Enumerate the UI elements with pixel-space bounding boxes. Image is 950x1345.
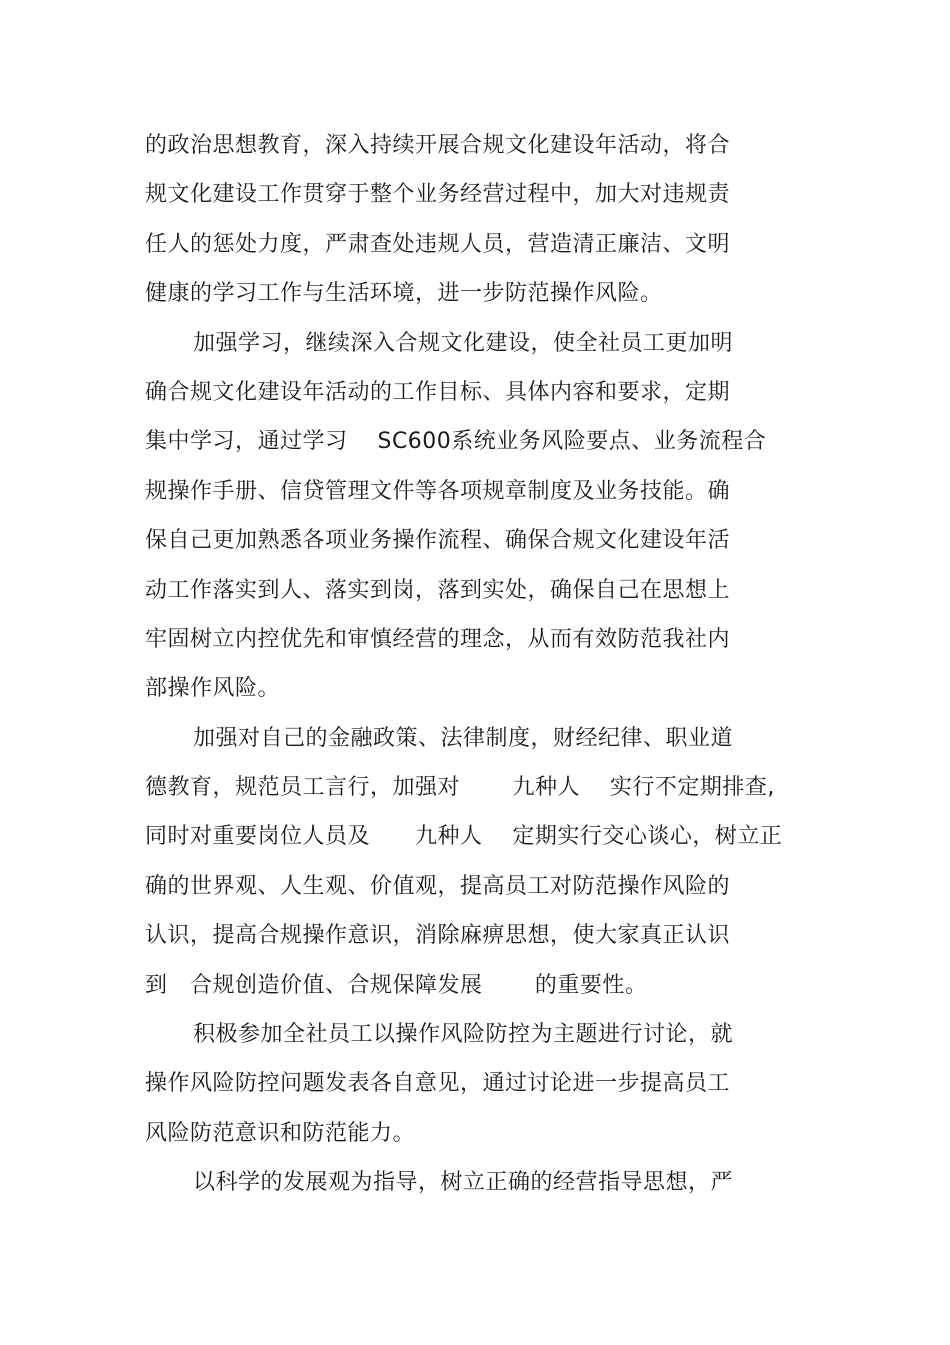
text-line: 部操作风险。 bbox=[145, 676, 281, 702]
text-line: 保自己更加熟悉各项业务操作流程、确保合规文化建设年活 bbox=[145, 528, 731, 554]
text-line: 任人的惩处力度，严肃查处违规人员，营造清正廉洁、文明 bbox=[145, 231, 731, 257]
text-line: 动工作落实到人、落实到岗，落到实处，确保自己在思想上 bbox=[145, 577, 731, 603]
text-line: 确合规文化建设年活动的工作目标、具体内容和要求，定期 bbox=[145, 379, 731, 405]
paragraph-first-line: 加强对自己的金融政策、法律制度，财经纪律、职业道 bbox=[193, 725, 734, 751]
text-line: 健康的学习工作与生活环境，进一步防范操作风险。 bbox=[145, 281, 663, 307]
text-line: 风险防范意识和防范能力。 bbox=[145, 1120, 416, 1146]
text-line: 规操作手册、信贷管理文件等各项规章制度及业务技能。确 bbox=[145, 478, 731, 504]
body-text bbox=[145, 121, 795, 1208]
paragraph-first-line: 以科学的发展观为指导，树立正确的经营指导思想，严 bbox=[193, 1170, 734, 1196]
paragraph-first-line: 积极参加全社员工以操作风险防控为主题进行讨论，就 bbox=[193, 1022, 734, 1048]
text-line: 确的世界观、人生观、价值观，提高员工对防范操作风险的 bbox=[145, 873, 731, 899]
text-line: 的政治思想教育，深入持续开展合规文化建设年活动，将合 bbox=[145, 133, 731, 158]
text-line: 操作风险防控问题发表各自意见，通过讨论进一步提高员工 bbox=[145, 1071, 731, 1097]
text-line: 规文化建设工作贯穿于整个业务经营过程中，加大对违规责 bbox=[145, 182, 731, 208]
text-line: 到 合规创造价值、合规保障发展 的重要性。 bbox=[145, 972, 648, 998]
text-line: 同时对重要岗位人员及 九种人 定期实行交心谈心，树立正 bbox=[145, 824, 783, 850]
paragraph-first-line: 加强学习，继续深入合规文化建设，使全社员工更加明 bbox=[193, 330, 734, 356]
text-line: 集中学习，通过学习 SC600系统业务风险要点、业务流程合 bbox=[145, 429, 767, 455]
text-line: 认识，提高合规操作意识，消除麻痹思想，使大家真正认识 bbox=[145, 923, 731, 949]
text-line: 德教育，规范员工言行，加强对 九种人 实行不定期排查, bbox=[145, 775, 775, 801]
text-line: 牢固树立内控优先和审慎经营的理念，从而有效防范我社内 bbox=[145, 626, 731, 652]
